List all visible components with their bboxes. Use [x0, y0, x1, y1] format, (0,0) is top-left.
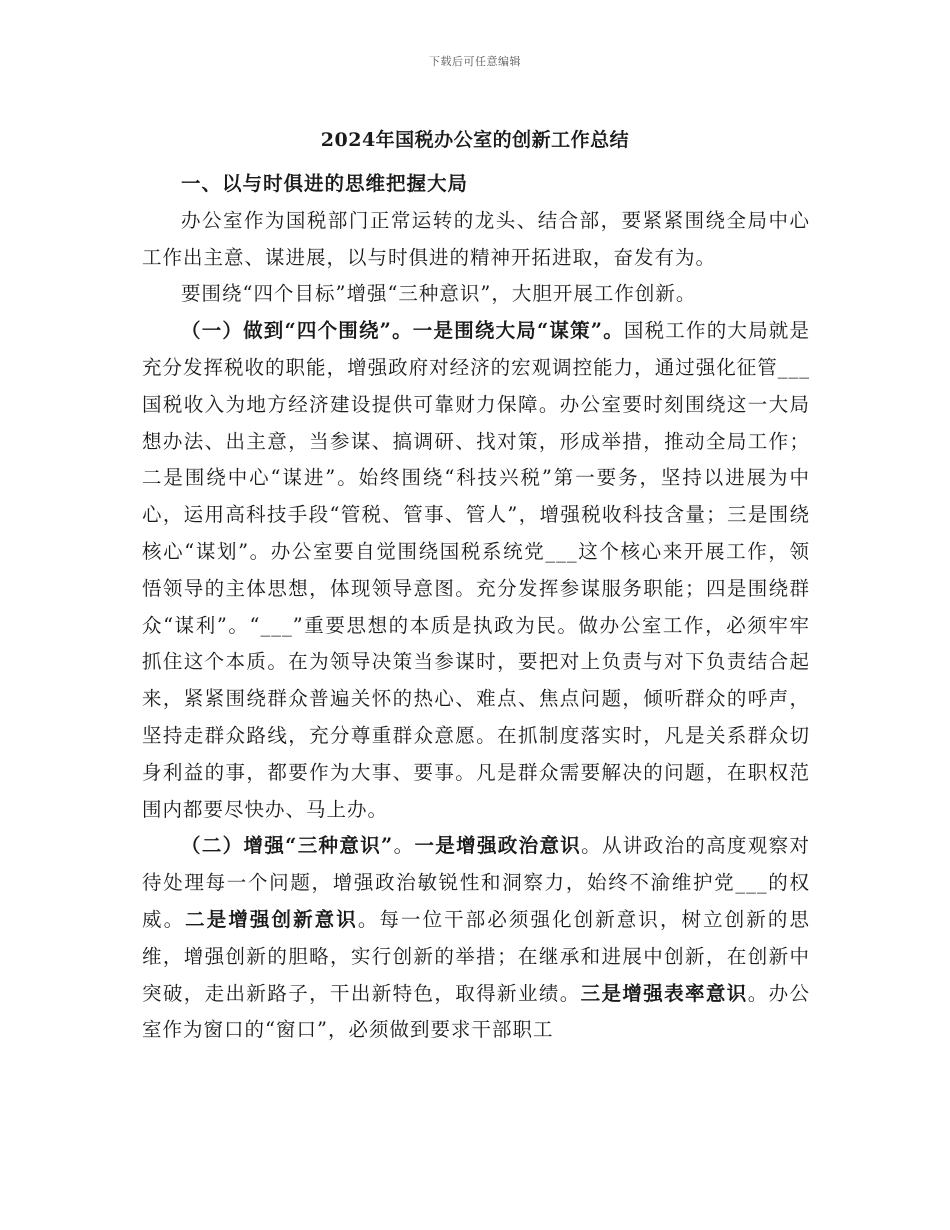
point-innovation-awareness: 二是增强创新意识 [185, 907, 358, 931]
separator: 。 [393, 834, 415, 858]
subheading-three-awareness: （二）增强“三种意识” [181, 834, 394, 858]
header-note: 下载后可任意编辑 [429, 55, 521, 68]
innovation-awareness-text: 。每一位干部必须强化创新意识，树立创新的思维，增强创新的胆略，实行创新的举措；在继承和进展中创新，在创新中突破，走出新路子，干出新特色，取得新业绩。 [142, 907, 810, 1005]
paragraph-four-focuses [142, 313, 810, 828]
document-title: 2024年国税办公室的创新工作总结 [320, 129, 630, 151]
political-awareness-text: 。从讲政治的高度观察对待处理每一个问题，增强政治敏锐性和洞察力，始终不渝维护党___的权威。 [142, 834, 810, 931]
paragraph-goals: 要围绕“四个目标”增强“三种意识”，大胆开展工作创新。 [181, 282, 697, 306]
four-focuses-text: 国税工作的大局就是充分发挥税收的职能，增强政府对经济的宏观调控能力，通过强化征管___国税收入为地方经济建设提供可靠财力保障。办公室要时刻围绕这一大局想办法、出主意，当参谋、搞调研、找对策，形成举措，推动全局工作；二是围绕中心“谋进”。始终围绕“科技兴税”第一要务，坚持以进展为中心，运用高科技手段“管税、管事、管人”，增强税收科技含量；三是围绕核心“谋划”。办公室要自觉围绕国税系统党___这个核心来开展工作，领悟领导的主体思想，体现领导意图。充分发挥参谋服务职能；四是围绕群众“谋利”。“___”重要思想的本质是执政为民。做办公室工作，必须牢牢抓住这个本质。在为领导决策当参谋时，要把对上负责与对下负责结合起来，紧紧围绕群众普遍关怀的热心、难点、焦点问题，倾听群众的呼声，坚持走群众路线，充分尊重群众意愿。在抓制度落实时，凡是关系群众切身利益的事，都要作为大事、要事。凡是群众需要解决的问题，在职权范围内都要尽快办、马上办。 [142, 319, 810, 821]
exemplary-awareness-text: 。办公室作为窗口的“窗口”，必须做到要求干部职工 [142, 981, 810, 1042]
subheading-four-focuses: （一）做到“四个围绕”。一是围绕大局“谋策”。 [181, 319, 624, 343]
document-body [142, 166, 810, 1049]
point-political-awareness: 一是增强政治意识 [414, 834, 582, 858]
paragraph-three-awareness [142, 828, 810, 1049]
point-exemplary-awareness: 三是增强表率意识 [580, 981, 748, 1005]
paragraph-intro: 办公室作为国税部门正常运转的龙头、结合部，要紧紧围绕全局中心工作出主意、谋进展，以与时俱进的精神开拓进取，奋发有为。 [142, 208, 810, 269]
section-heading: 一、以与时俱进的思维把握大局 [181, 172, 469, 195]
